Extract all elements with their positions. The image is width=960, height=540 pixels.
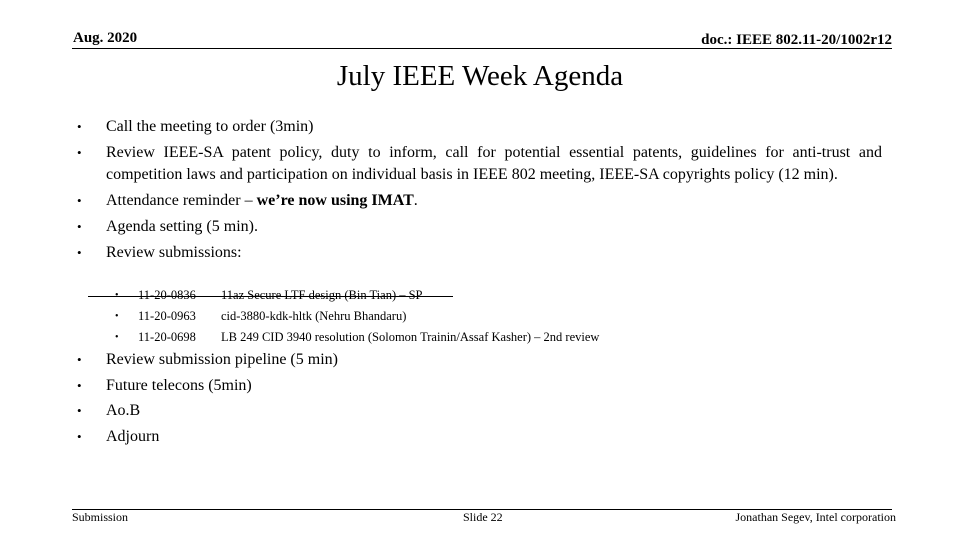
strikethrough-line [88,296,453,297]
agenda-item-attendance [72,190,882,212]
agenda-item-call-to-order [72,116,882,138]
agenda-item-text: Agenda setting (5 min). [106,218,258,235]
footer-author: Jonathan Segev, Intel corporation [735,510,896,524]
agenda-item-text: Ao.B [106,402,141,419]
agenda-item-telecons [72,375,882,397]
header-doc-id: doc.: IEEE 802.11-20/1002r12 [701,32,892,48]
submission-doc-number: 11-20-0698 [138,330,196,344]
agenda-item-text: Review submissions: [106,244,242,261]
slide-number: Slide 22 [463,510,503,524]
submission-doc-number: 11-20-0836 [138,288,196,302]
agenda-item-text: Review submission pipeline (5 min) [106,351,338,368]
footer-label: Submission [72,510,129,524]
submission-description: cid-3880-kdk-hltk (Nehru Bhandaru) [221,309,407,323]
bullet-icon: • [77,352,82,367]
bullet-icon: • [77,428,82,444]
bullet-icon: • [77,245,82,260]
bullet-icon: • [77,145,82,160]
bullet-icon: • [77,119,82,134]
bullet-icon: • [115,332,119,343]
agenda-item-text: Future telecons (5min) [106,376,252,394]
agenda-item-text [106,190,882,212]
attendance-prefix: Attendance reminder – [106,192,257,209]
agenda-item-patent-policy [72,142,882,186]
agenda-item-agenda-setting [72,216,882,238]
agenda-item-pipeline [72,349,882,371]
agenda-item-text: Review IEEE-SA patent policy, duty to inform, call for potential essential patents, guidelines for anti-trust and competition laws and participation on individual basis in IEEE 802 meeting, IEEE-SA copyrights policy (12 min). [106,144,882,183]
header-date: Aug. 2020 [73,30,138,46]
agenda-item-adjourn [72,426,882,448]
bullet-icon: • [77,377,82,393]
submission-description: 11az Secure LTF design (Bin Tian) – SP [221,288,423,302]
header-divider [72,48,892,49]
agenda-item-text: Adjourn [106,427,160,445]
bullet-icon: • [77,403,82,418]
bullet-icon: • [115,290,119,301]
agenda-list-top [72,116,882,268]
agenda-list-bottom [72,349,882,451]
agenda-item-review-submissions [72,242,882,264]
agenda-item-aob [72,400,882,422]
bullet-icon: • [77,193,82,208]
attendance-emphasis: we’re now using IMAT [256,192,414,209]
bullet-icon: • [115,311,119,322]
attendance-suffix: . [413,192,418,209]
slide-title: July IEEE Week Agenda [336,60,624,92]
submission-description: LB 249 CID 3940 resolution (Solomon Trainin/Assaf Kasher) – 2nd review [221,330,600,344]
submission-doc-number: 11-20-0963 [138,309,196,323]
agenda-item-text: Call the meeting to order (3min) [106,118,314,135]
bullet-icon: • [77,219,82,234]
